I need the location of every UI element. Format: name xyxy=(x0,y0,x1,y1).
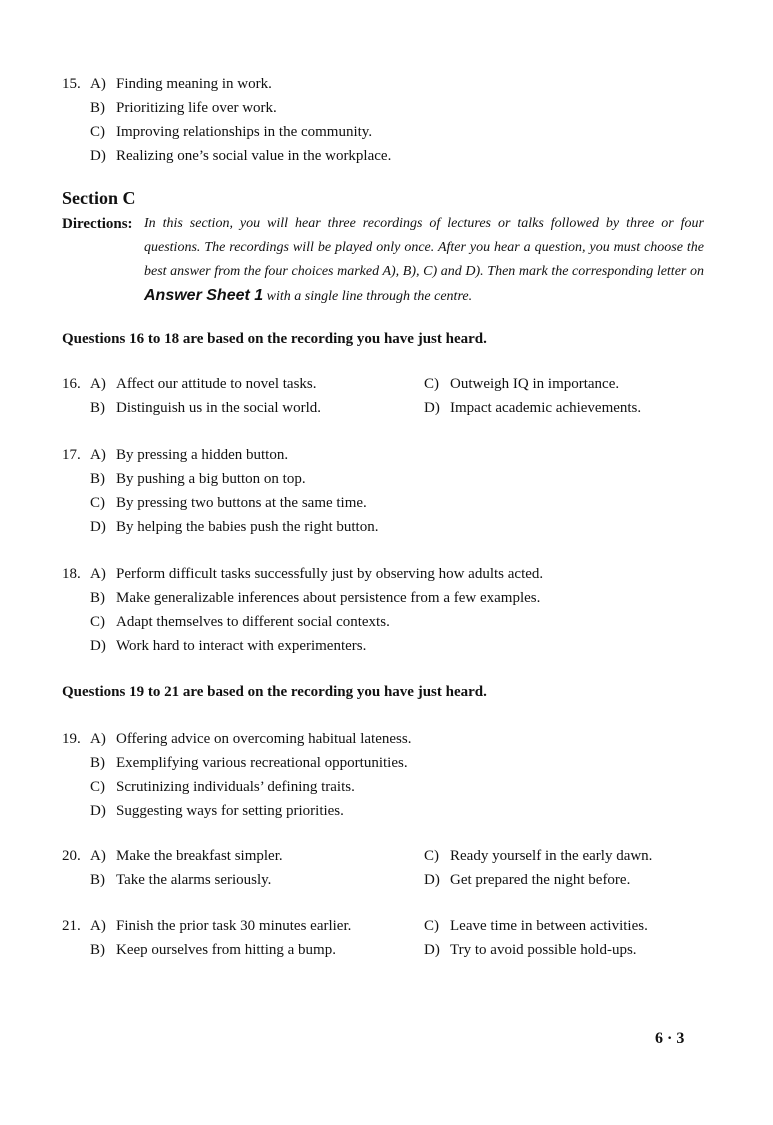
q16-option-c: C) Outweigh IQ in importance. xyxy=(424,376,620,392)
q20-option-b: B) Take the alarms seriously. xyxy=(90,872,272,888)
question-number: 20. xyxy=(62,848,81,864)
q21-option-c: C) Leave time in between activities. xyxy=(424,918,648,934)
q19-option-c: C) Scrutinizing individuals’ defining traits. xyxy=(90,779,355,795)
question-number: 18. xyxy=(62,566,81,582)
question-21 xyxy=(62,914,722,962)
answer-sheet-label: Answer Sheet 1 xyxy=(144,287,264,304)
directions-label: Directions: xyxy=(62,216,133,232)
question-number: 17. xyxy=(62,447,81,463)
page-number: 6 · 3 xyxy=(655,1030,685,1047)
question-17 xyxy=(62,443,722,539)
q15-option-d: D) Realizing one’s social value in the workplace. xyxy=(90,148,392,164)
question-16 xyxy=(62,372,722,420)
q19-option-b: B) Exemplifying various recreational opportunities. xyxy=(90,755,408,771)
q20-option-a: 20. A) Make the breakfast simpler. xyxy=(62,844,283,868)
question-20 xyxy=(62,844,722,892)
q20-option-d: D) Get prepared the night before. xyxy=(424,872,631,888)
q16-option-d: D) Impact academic achievements. xyxy=(424,400,642,416)
question-number: 21. xyxy=(62,918,81,934)
q18-option-b: B) Make generalizable inferences about persistence from a few examples. xyxy=(90,590,541,606)
q15-option-c: C) Improving relationships in the community. xyxy=(90,124,373,140)
group-heading-19-21: Questions 19 to 21 are based on the recording you have just heard. xyxy=(62,684,487,700)
q21-option-d: D) Try to avoid possible hold-ups. xyxy=(424,942,637,958)
question-number: 16. xyxy=(62,376,81,392)
directions-text: In this section, you will hear three recordings of lectures or talks followed by three or four questions. The recordings will be played only once. After you hear a question, you must choose the best answer from the four choices marked A), B), C) and D). Then mark the corresponding letter on Answer Sheet 1 with a single line through the centre. xyxy=(144,216,704,304)
q15-option-b: B) Prioritizing life over work. xyxy=(90,100,277,116)
question-15 xyxy=(62,72,722,168)
group-heading-16-18: Questions 16 to 18 are based on the recording you have just heard. xyxy=(62,331,487,347)
q18-option-d: D) Work hard to interact with experimenters. xyxy=(90,638,367,654)
q15-option-a: 15. A) Finding meaning in work. xyxy=(62,72,722,96)
q17-option-b: B) By pushing a big button on top. xyxy=(90,471,306,487)
q16-option-a: 16. A) Affect our attitude to novel tasks. xyxy=(62,372,317,396)
q18-option-a: 18. A) Perform difficult tasks successfully just by observing how adults acted. xyxy=(62,562,722,586)
question-number: 15. xyxy=(62,76,81,92)
directions xyxy=(62,212,712,309)
question-number: 19. xyxy=(62,731,81,747)
q17-option-c: C) By pressing two buttons at the same time. xyxy=(90,495,367,511)
section-title: Section C xyxy=(62,188,136,208)
question-18 xyxy=(62,562,722,658)
q16-option-b: B) Distinguish us in the social world. xyxy=(90,400,321,416)
q17-option-d: D) By helping the babies push the right button. xyxy=(90,519,379,535)
q18-option-c: C) Adapt themselves to different social contexts. xyxy=(90,614,390,630)
q20-option-c: C) Ready yourself in the early dawn. xyxy=(424,848,653,864)
q19-option-a: 19. A) Offering advice on overcoming habitual lateness. xyxy=(62,727,722,751)
question-19 xyxy=(62,727,722,823)
q21-option-b: B) Keep ourselves from hitting a bump. xyxy=(90,942,336,958)
q17-option-a: 17. A) By pressing a hidden button. xyxy=(62,443,722,467)
q21-option-a: 21. A) Finish the prior task 30 minutes earlier. xyxy=(62,914,351,938)
q19-option-d: D) Suggesting ways for setting priorities. xyxy=(90,803,344,819)
